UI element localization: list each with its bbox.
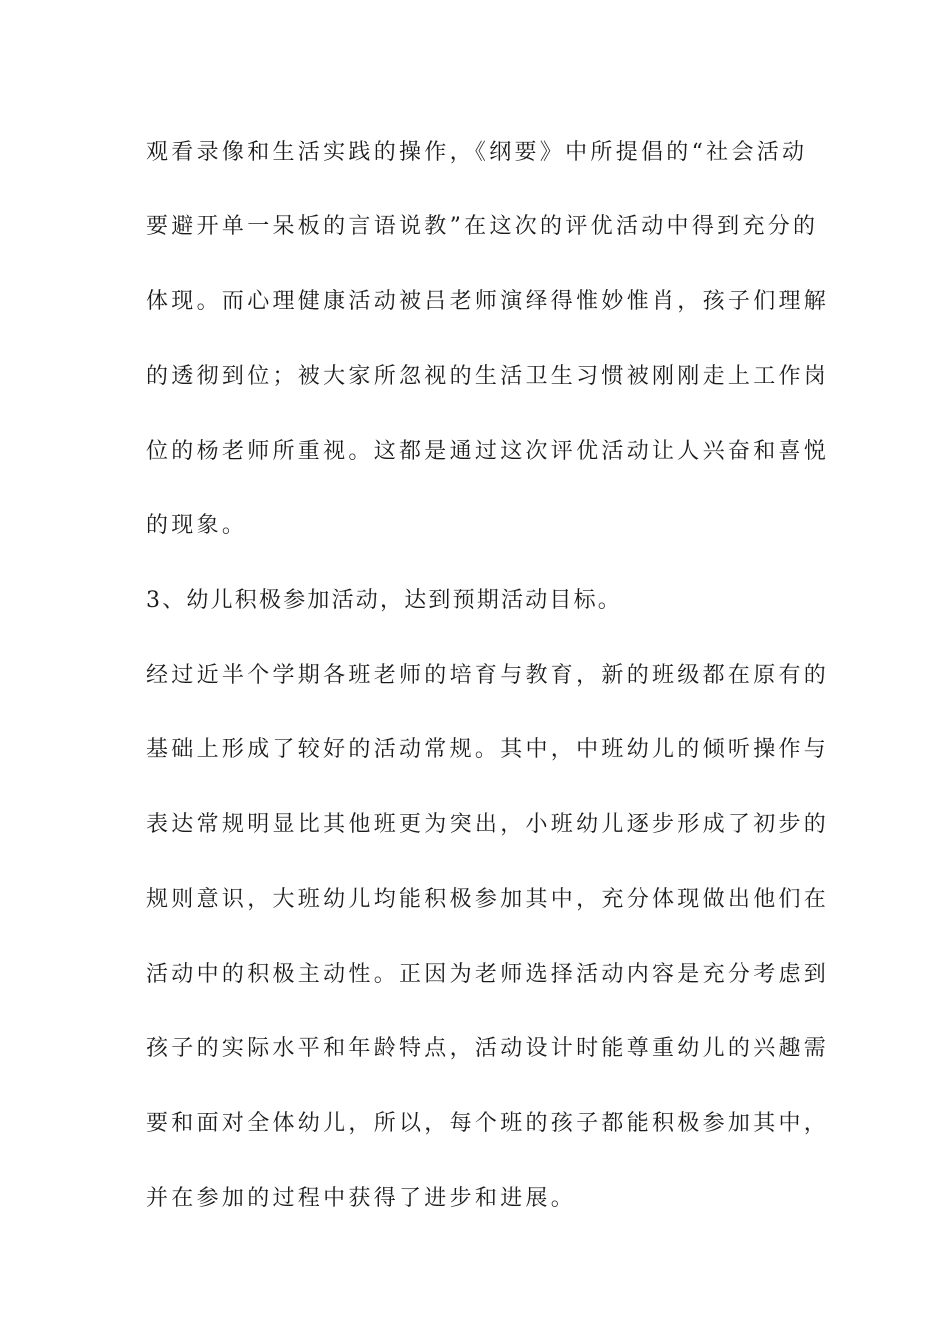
text-line: 要和面对全体幼儿，所以，每个班的孩子都能积极参加其中，: [146, 1111, 830, 1136]
text-line: 位的杨老师所重视。这都是通过这次评优活动让人兴奋和喜悦: [146, 439, 830, 464]
text-line: 的透彻到位；被大家所忽视的生活卫生习惯被刚刚走上工作岗: [146, 364, 830, 389]
text-line: 表达常规明显比其他班更为突出，小班幼儿逐步形成了初步的: [146, 812, 830, 837]
text-line: 活动中的积极主动性。正因为老师选择活动内容是充分考虑到: [146, 962, 830, 987]
text-line: 的现象。: [146, 513, 248, 538]
text-line: 基础上形成了较好的活动常规。其中，中班幼儿的倾听操作与: [146, 737, 830, 762]
text-line: 规则意识，大班幼儿均能积极参加其中，充分体现做出他们在: [146, 887, 830, 912]
section-heading: 3、幼儿积极参加活动，达到预期活动目标。: [146, 588, 622, 613]
text-line: 观看录像和生活实践的操作，《纲要》中所提倡的“社会活动: [146, 140, 808, 165]
text-line: 体现。而心理健康活动被吕老师演绎得惟妙惟肖，孩子们理解: [146, 289, 830, 314]
text-line: 孩子的实际水平和年龄特点，活动设计时能尊重幼儿的兴趣需: [146, 1036, 830, 1061]
text-line: 要避开单一呆板的言语说教”在这次的评优活动中得到充分的: [146, 214, 819, 239]
text-line: 并在参加的过程中获得了进步和进展。: [146, 1186, 577, 1211]
text-line: 经过近半个学期各班老师的培育与教育，新的班级都在原有的: [146, 663, 830, 688]
